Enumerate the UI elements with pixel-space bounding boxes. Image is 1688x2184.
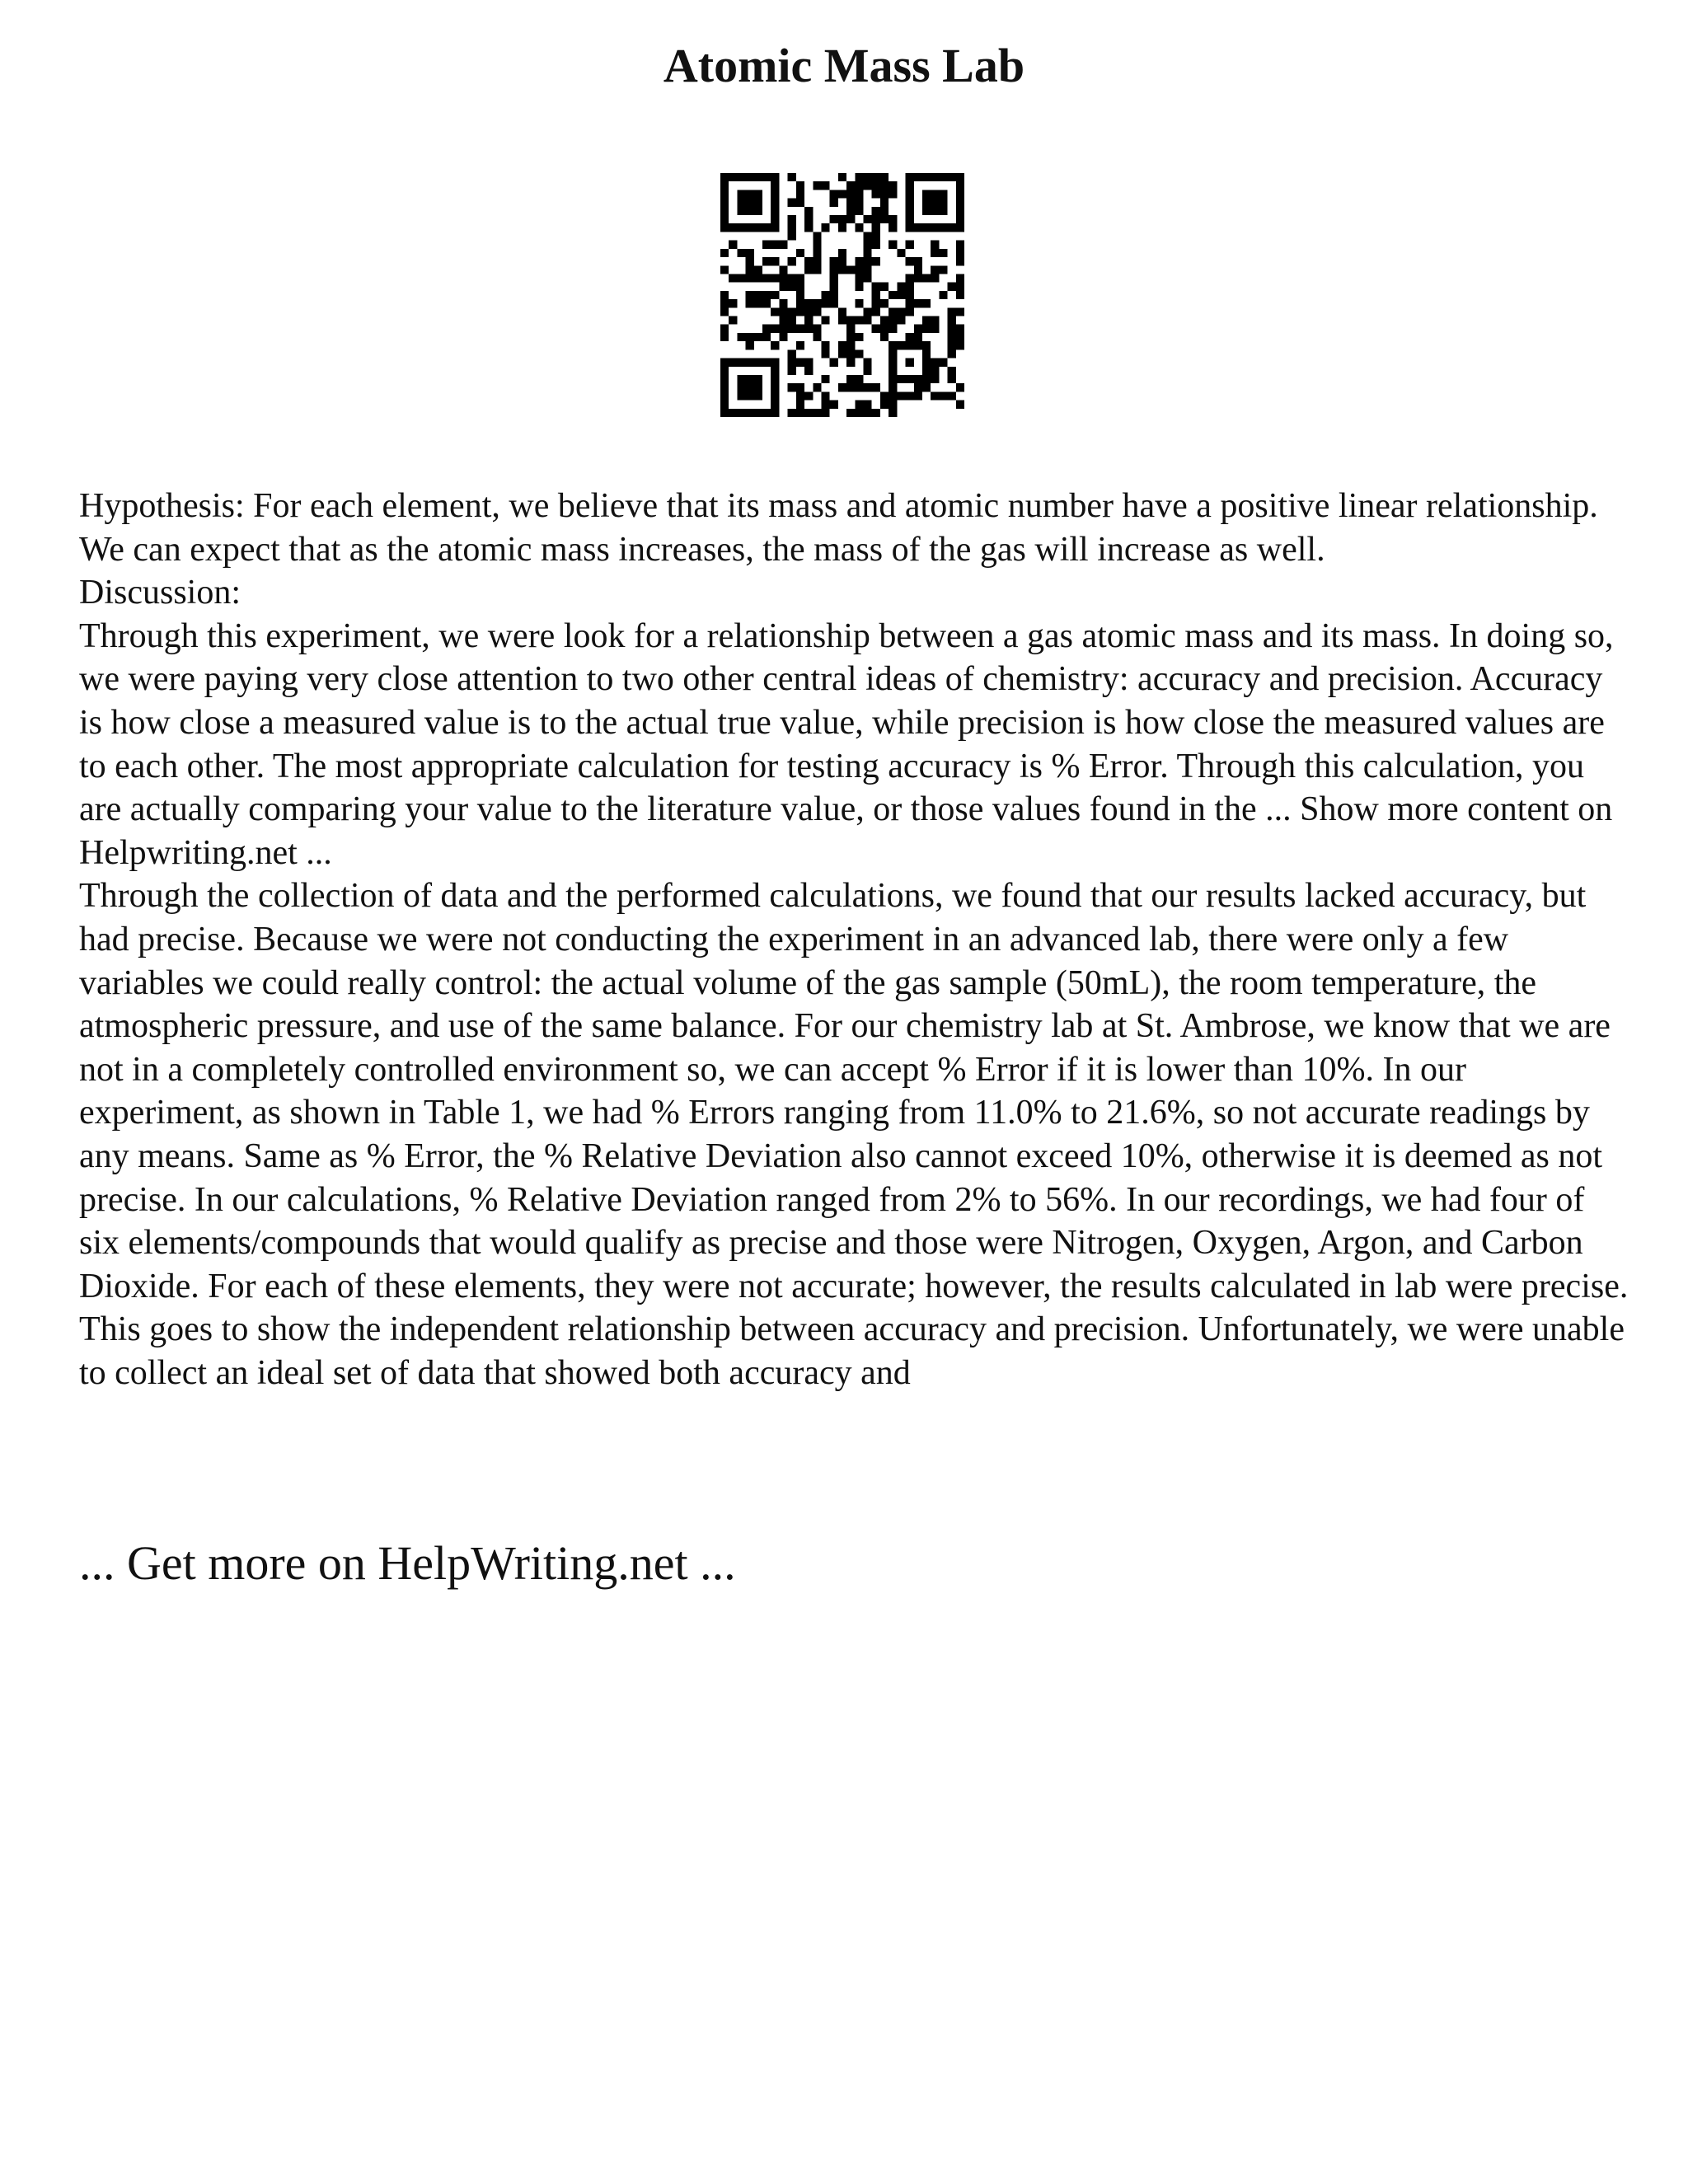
discussion-heading: Discussion: [79,574,241,612]
qr-code-icon[interactable] [720,173,964,417]
discussion-paragraph-1: Through this experiment, we were look for a relationship between a gas atomic mass and its mass. In doing so, we were paying very close attention to two other central ideas of chemistry: accuracy and precision. Accuracy is how close a measured value is to the actual true value, while precision is how close the measured values are to each other. The most appropriate calculation for testing accuracy is % Error. Through this calculation, you are actually comparing your value to the literature value, or those values found in the ... Show more content on Helpwriting.net ... [79,616,1614,872]
discussion-paragraph-2: Through the collection of data and the performed calculations, we found that our results lacked accuracy, but had precise. Because we were not conducting the experiment in an advanced lab, there were only a few variables we could really control: the actual volume of the gas sample (50mL), the room temperature, the atmospheric pressure, and use of the same balance. For our chemistry lab at St. Ambrose, we know that we are not in a completely controlled environment so, we can accept % Error if it is lower than 10%. In our experiment, as shown in Table 1, we had % Errors ranging from 11.0% to 21.6%, so not accurate readings by any means. Same as % Error, the % Relative Deviation also cannot exceed 10%, otherwise it is deemed as not precise. In our calculations, % Relative Deviation ranged from 2% to 56%. In our recordings, we had four of six elements/compounds that would qualify as precise and those were Nitrogen, Oxygen, Argon, and Carbon Dioxide. For each of these elements, they were not accurate; however, the results calculated in lab were precise. This goes to show the independent relationship between accuracy and precision. Unfortunately, we were unable to collect an ideal set of data that showed both accuracy and [79,877,1629,1392]
page-title: Atomic Mass Lab [663,39,1025,92]
get-more-link[interactable]: ... Get more on HelpWriting.net ... [79,1536,736,1590]
hypothesis-paragraph: Hypothesis: For each element, we believe that its mass and atomic number have a positive linear relationship. We can expect that as the atomic mass increases, the mass of the gas will increase as well. [79,487,1598,569]
document-body [79,485,1629,1394]
